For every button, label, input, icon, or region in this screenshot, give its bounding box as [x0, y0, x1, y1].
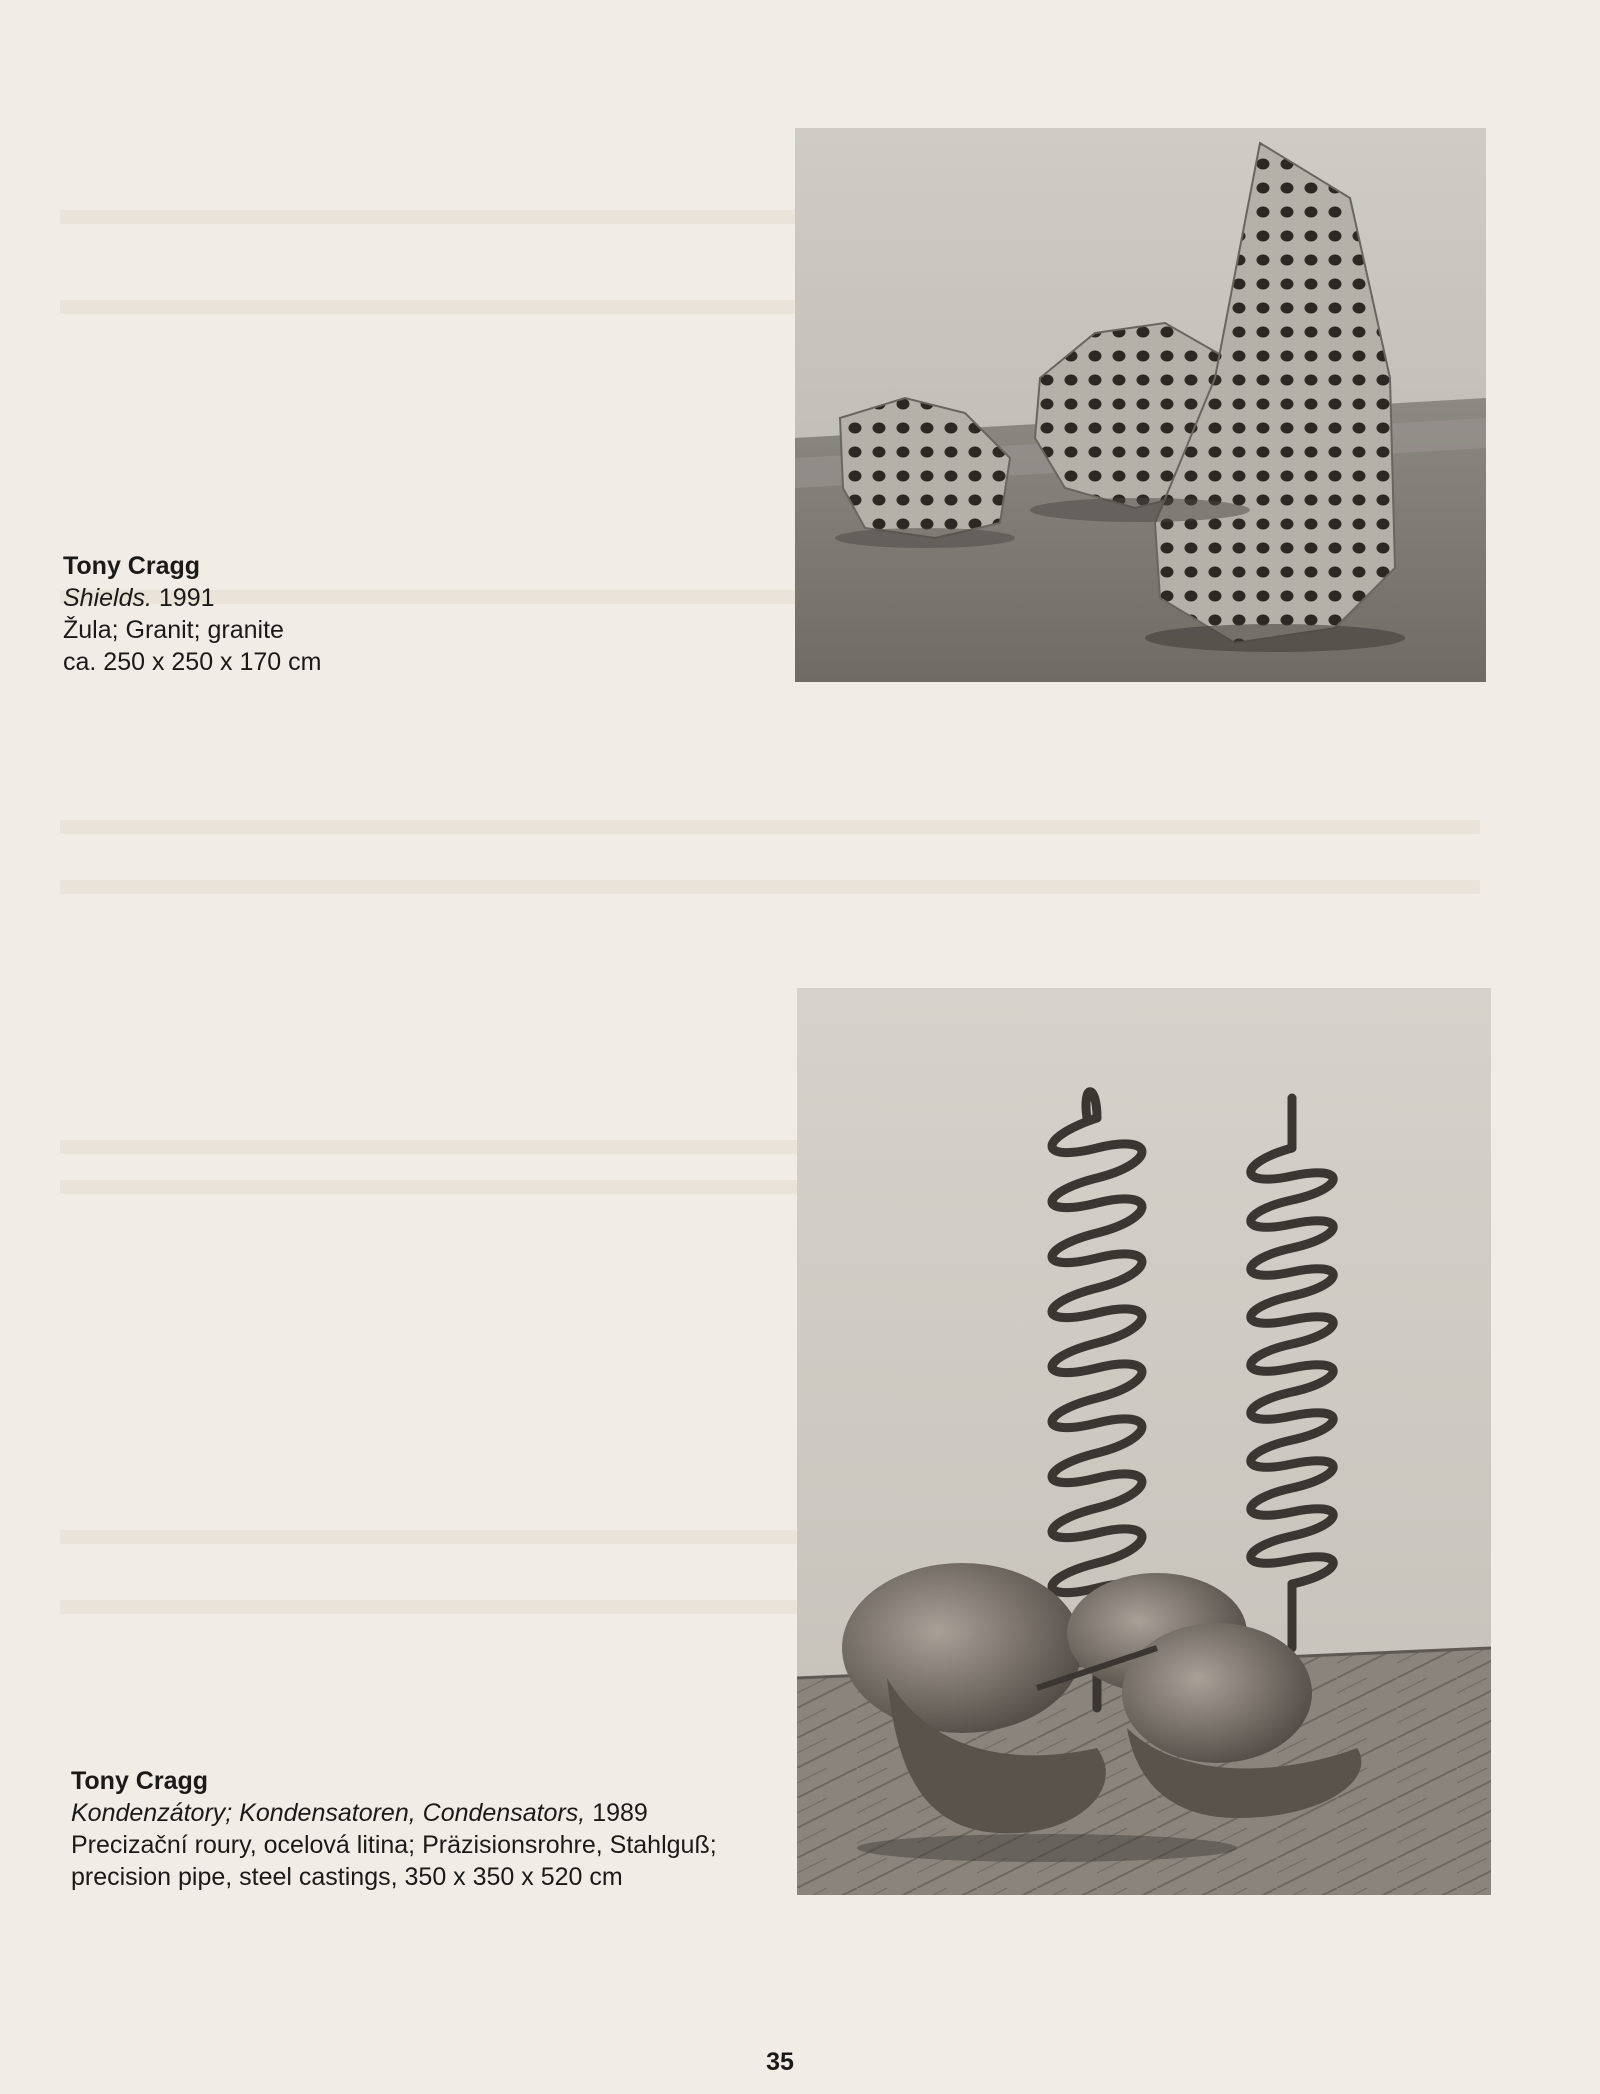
photo-shields — [795, 128, 1486, 682]
artwork-title: Shields. — [63, 584, 152, 612]
artwork-material: Žula; Granit; granite — [63, 616, 284, 644]
artist-name: Tony Cragg — [63, 552, 201, 580]
artwork-title: Kondenzátory; Kondensatoren, Condensators, — [71, 1799, 586, 1827]
artwork-year: 1991 — [158, 584, 215, 612]
artwork-material: Precizační roury, ocelová litina; Präzisionsrohre, Stahlguß; — [71, 1831, 717, 1859]
caption-shields — [63, 550, 321, 678]
caption-condensators — [71, 1765, 717, 1893]
artwork-year: 1989 — [592, 1799, 648, 1827]
show-through-text — [60, 820, 1480, 834]
photo-condensators — [797, 988, 1491, 1895]
artwork-dimensions: ca. 250 x 250 x 170 cm — [63, 648, 322, 676]
page-number: 35 — [766, 2048, 794, 2076]
artist-name: Tony Cragg — [71, 1767, 209, 1795]
show-through-text — [60, 880, 1480, 894]
artwork-material-dimensions: precision pipe, steel castings, 350 x 350 x 520 cm — [71, 1863, 623, 1891]
